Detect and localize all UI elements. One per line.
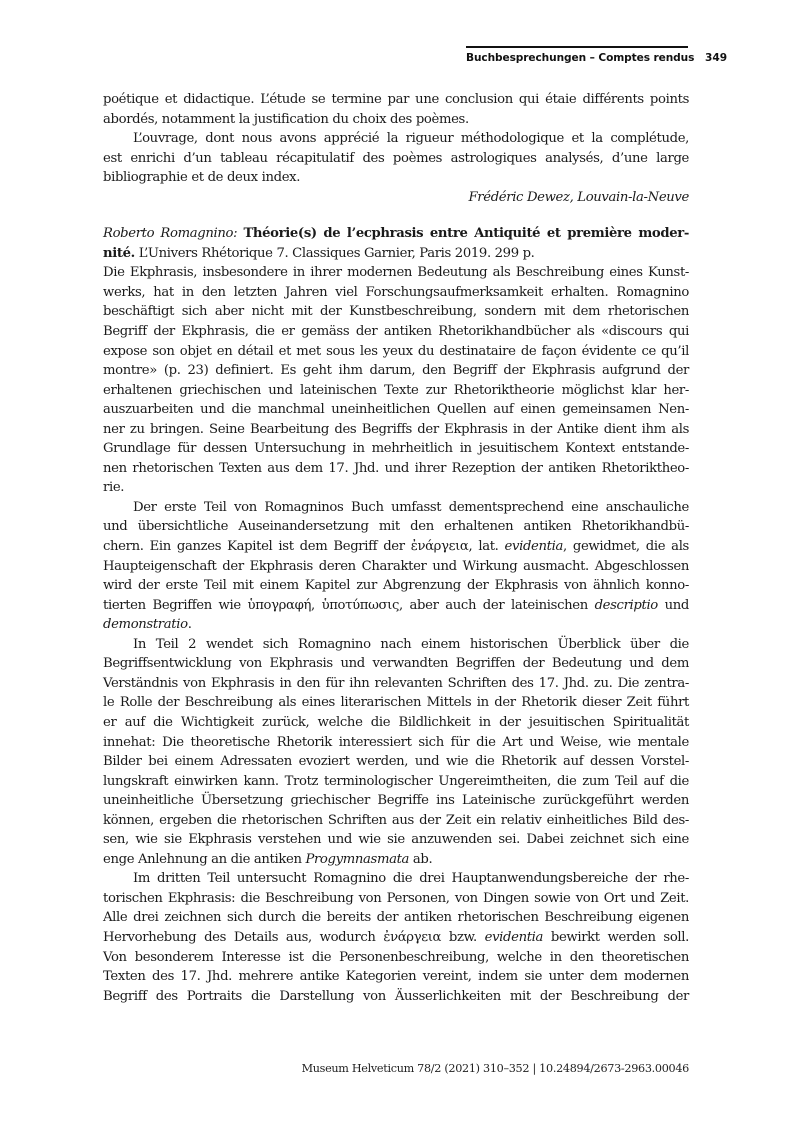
text-line: Die Ekphrasis, insbesondere in ihrer modernen Bedeutung als Beschreibung eines Kunst-: [103, 265, 689, 281]
text-line: Begriff des Portraits die Darstellung von Äusserlichkeiten mit der Beschreibung der: [103, 988, 689, 1004]
latin-term: descriptio: [594, 597, 658, 613]
text-line: ner zu bringen. Seine Bearbeitung des Begriffs der Ekphrasis in der Antike dient ihm als: [103, 421, 689, 437]
text-line: können, ergeben die rhetorischen Schriften aus der Zeit ein relativ einheitliches Bild des-: [103, 812, 689, 828]
text-line: Verständnis von Ekphrasis in den für ihn relevanten Schriften des 17. Jhd. zu. Die zentra-: [103, 675, 689, 691]
text-line: wird der erste Teil mit einem Kapitel zur Abgrenzung der Ekphrasis von ähnlich konno-: [103, 578, 689, 594]
text-line: Grundlage für dessen Untersuchung in mehrheitlich in jesuitischem Kontext entstande-: [103, 441, 689, 457]
text-line: L’ouvrage, dont nous avons apprécié la rigueur méthodologique et la complétude,: [133, 131, 689, 147]
text-line: lungskraft einwirken kann. Trotz terminologischer Ungereimtheiten, die zum Teil auf die: [103, 773, 689, 789]
text-line: Begriffsentwicklung von Ekphrasis und verwandten Begriffen der Bedeutung und dem: [103, 656, 689, 672]
text-run: chern. Ein ganzes Kapitel ist dem Begriff der ἐνάργεια, lat.: [103, 539, 505, 555]
text-run: , gewidmet, die als: [563, 539, 689, 555]
text-run: tierten Begriffen wie ὑπογραφή, ὑποτύπωσις, aber auch der lateinischen: [103, 597, 595, 613]
text-line: le Rolle der Beschreibung als eines literarischen Mittels in der Rhetorik dieser Zeit führt: [103, 695, 689, 711]
text-line: Von besonderem Interesse ist die Personenbeschreibung, welche in den theoretischen: [103, 949, 689, 965]
text-run: enge Anlehnung an die antiken: [103, 851, 306, 867]
text-line: werks, hat in den letzten Jahren viel Forschungsaufmerksamkeit erhalten. Romagnino: [103, 284, 689, 300]
body-text: [103, 90, 689, 1006]
text-line: montre» (p. 23) definiert. Es geht ihm darum, den Begriff der Ekphrasis aufgrund der: [103, 363, 689, 379]
text-line: [103, 850, 689, 870]
text-line: Begriff der Ekphrasis, die er gemäss der antiken Rhetorikhandbücher als «discours qui: [103, 324, 689, 340]
section-gap: [103, 207, 689, 224]
header-rule: [466, 46, 688, 48]
text-line: Haupteigenschaft der Ekphrasis deren Charakter und Wirkung ausmacht. Abgeschlossen: [103, 558, 689, 574]
text-line: Im dritten Teil untersucht Romagnino die drei Hauptanwendungsbereiche der rhe-: [133, 871, 689, 887]
text-run: Hervorhebung des Details aus, wodurch ἐνάργεια bzw.: [103, 929, 485, 945]
text-run: ab.: [409, 851, 433, 867]
text-line: torischen Ekphrasis: die Beschreibung von Personen, von Dingen sowie von Ort und Zeit.: [103, 890, 689, 906]
section-title: Buchbesprechungen – Comptes rendus: [466, 52, 695, 64]
text-line: er auf die Wichtigkeit zurück, welche die Bildlichkeit in der jesuitischen Spiritualität: [103, 714, 689, 730]
latin-term: demonstratio: [103, 617, 188, 633]
text-line: bibliographie et de deux index.: [103, 170, 301, 186]
page-footer-citation: Museum Helveticum 78/2 (2021) 310–352 | 10.24894/2673-2963.00046: [301, 1062, 689, 1075]
review-heading-line: [103, 224, 689, 244]
text-line: sen, wie sie Ekphrasis verstehen und wie sie anzuwenden sei. Dabei zeichnet sich eine: [103, 832, 689, 848]
text-line: und übersichtliche Auseinandersetzung mit den erhaltenen antiken Rhetorikhandbü-: [103, 519, 689, 535]
text-run: bewirkt werden soll.: [543, 929, 689, 945]
latin-term: evidentia: [504, 539, 563, 555]
publication-info: L’Univers Rhétorique 7. Classiques Garnier, Paris 2019. 299 p.: [138, 245, 535, 261]
book-author: Roberto Romagnino:: [103, 226, 238, 242]
text-line: poétique et didactique. L’étude se termine par une conclusion qui étaie différents points: [103, 92, 689, 107]
text-line: beschäftigt sich aber nicht mit der Kunstbeschreibung, sondern mit dem rhetorischen: [103, 304, 689, 320]
text-line: [103, 537, 689, 557]
text-line: Alle drei zeichnen sich durch die bereits der antiken rhetorischen Beschreibung eigenen: [103, 910, 689, 926]
text-line: In Teil 2 wendet sich Romagnino nach einem historischen Überblick über die: [133, 636, 689, 652]
text-run: und: [657, 597, 689, 613]
text-line: nen rhetorischen Texten aus dem 17. Jhd. und ihrer Rezeption der antiken Rhetoriktheo-: [103, 460, 689, 476]
text-line: expose son objet en détail et met sous les yeux du destinataire de façon évidente ce qu’il: [103, 343, 689, 359]
text-line: est enrichi d’un tableau récapitulatif des poèmes astrologiques analysés, d’une large: [103, 150, 689, 166]
review-heading-line: [103, 244, 689, 264]
text-line: Der erste Teil von Romagninos Buch umfasst dementsprechend eine anschauliche: [133, 499, 689, 515]
book-title: Théorie(s) de l’ecphrasis entre Antiquité et première moder-: [243, 226, 690, 242]
text-line: auszuarbeiten und die manchmal uneinheitlichen Quellen auf einen gemeinsamen Nen-: [103, 402, 689, 418]
text-line: abordés, notamment la justification du choix des poèmes.: [103, 111, 469, 127]
latin-term: Progymnasmata: [305, 851, 410, 867]
text-line: Bilder bei einem Adressaten evoziert werden, und wie die Rhetorik auf dessen Vorstel-: [103, 754, 689, 770]
latin-term: evidentia: [484, 929, 544, 945]
text-line: rie.: [103, 480, 125, 496]
page-number: 349: [705, 52, 728, 64]
text-line: Texten des 17. Jhd. mehrere antike Kategorien vereint, indem sie unter dem modernen: [103, 969, 689, 985]
text-line: innehat: Die theoretische Rhetorik interessiert sich für die Art und Weise, wie mentale: [103, 734, 689, 750]
text-run: .: [187, 617, 192, 633]
reviewer-signature: Frédéric Dewez, Louvain-la-Neuve: [468, 189, 689, 205]
text-line: uneinheitliche Übersetzung griechischer Begriffe ins Lateinische zurückgeführt werden: [103, 793, 689, 809]
text-line: [103, 596, 689, 616]
text-line: [103, 615, 689, 635]
book-title-cont: nité.: [103, 245, 135, 261]
text-line: [103, 928, 689, 948]
text-line: erhaltenen griechischen und lateinischen Texte zur Rhetoriktheorie möglichst klar her-: [103, 382, 689, 398]
